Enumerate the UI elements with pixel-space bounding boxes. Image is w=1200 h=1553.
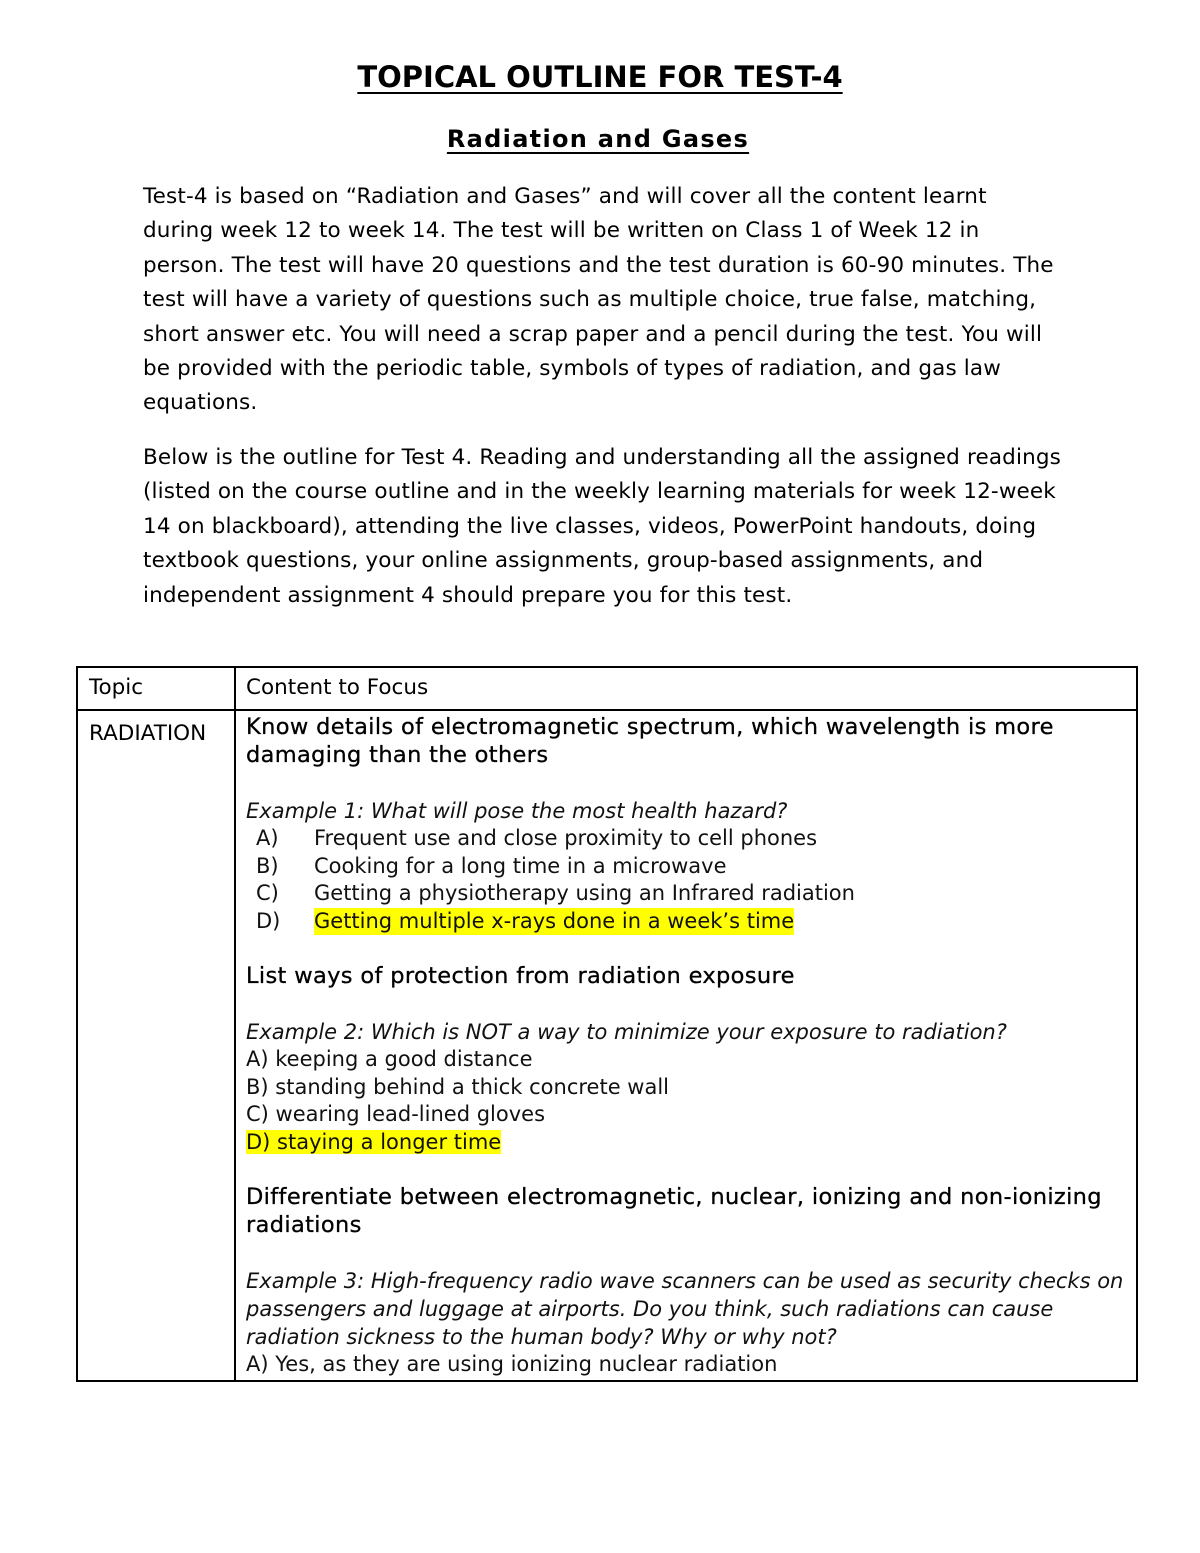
option-item-answer: D) Getting multiple x-rays done in a week’s time xyxy=(246,908,1132,936)
option-item: B) standing behind a thick concrete wall xyxy=(246,1074,670,1099)
table-header-row xyxy=(77,667,1137,710)
document-subtitle: Radiation and Gases xyxy=(446,125,750,153)
highlighted-answer: D) staying a longer time xyxy=(246,1129,502,1154)
option-item: A) Frequent use and close proximity to cell phones xyxy=(256,826,818,850)
focus-heading: Know details of electromagnetic spectrum, which wavelength is more damaging than the others xyxy=(246,714,1054,768)
header-content-to-focus: Content to Focus xyxy=(235,667,1137,710)
table-row xyxy=(77,710,1137,1381)
option-item: A) keeping a good distance xyxy=(246,1047,533,1071)
option-item-answer xyxy=(246,1129,1132,1157)
option-item: C) wearing lead-lined gloves xyxy=(246,1102,546,1126)
topic-outline-table xyxy=(76,666,1138,1382)
example-question: Example 2: Which is NOT a way to minimize your exposure to radiation? xyxy=(246,1020,1007,1044)
header-topic: Topic xyxy=(77,667,235,710)
example-question: Example 3: High-frequency radio wave scanners can be used as security checks on passengers and luggage at airports. Do you think, such radiations can cause radiation sickness to the human body? Why or why not? xyxy=(246,1269,1124,1349)
intro-paragraph: Test-4 is based on “Radiation and Gases” and will cover all the content learnt during week 12 to week 14. The test will be written on Class 1 of Week 12 in person. The test will have 20 questions and the test duration is 60-90 minutes. The test will have a variety of questions such as multiple choice, true false, matching, short answer etc. You will need a scrap paper and a pencil during the test. You will be provided with the periodic table, symbols of types of radiation, and gas law equations. xyxy=(143,184,1054,416)
option-item: A) Yes, as they are using ionizing nuclear radiation xyxy=(246,1352,778,1376)
highlighted-answer: Getting multiple x-rays done in a week’s time xyxy=(314,908,794,936)
content-cell xyxy=(235,710,1137,1381)
option-item: B) Cooking for a long time in a microwave xyxy=(256,853,727,878)
option-item: C) Getting a physiotherapy using an Infrared radiation xyxy=(256,881,855,905)
topic-cell: RADIATION xyxy=(77,710,235,1381)
example-question: Example 1: What will pose the most health hazard? xyxy=(246,799,788,823)
focus-heading: Differentiate between electromagnetic, nuclear, ionizing and non-ionizing radiations xyxy=(246,1184,1102,1238)
focus-heading: List ways of protection from radiation exposure xyxy=(246,963,795,989)
document-title: TOPICAL OUTLINE FOR TEST-4 xyxy=(357,60,843,94)
outline-paragraph: Below is the outline for Test 4. Reading and understanding all the assigned readings (listed on the course outline and in the weekly learning materials for week 12-week 14 on blackboard), attending the live classes, videos, PowerPoint handouts, doing textbook questions, your online assignments, group-based assignments, and independent assignment 4 should prepare you for this test. xyxy=(143,445,1062,608)
